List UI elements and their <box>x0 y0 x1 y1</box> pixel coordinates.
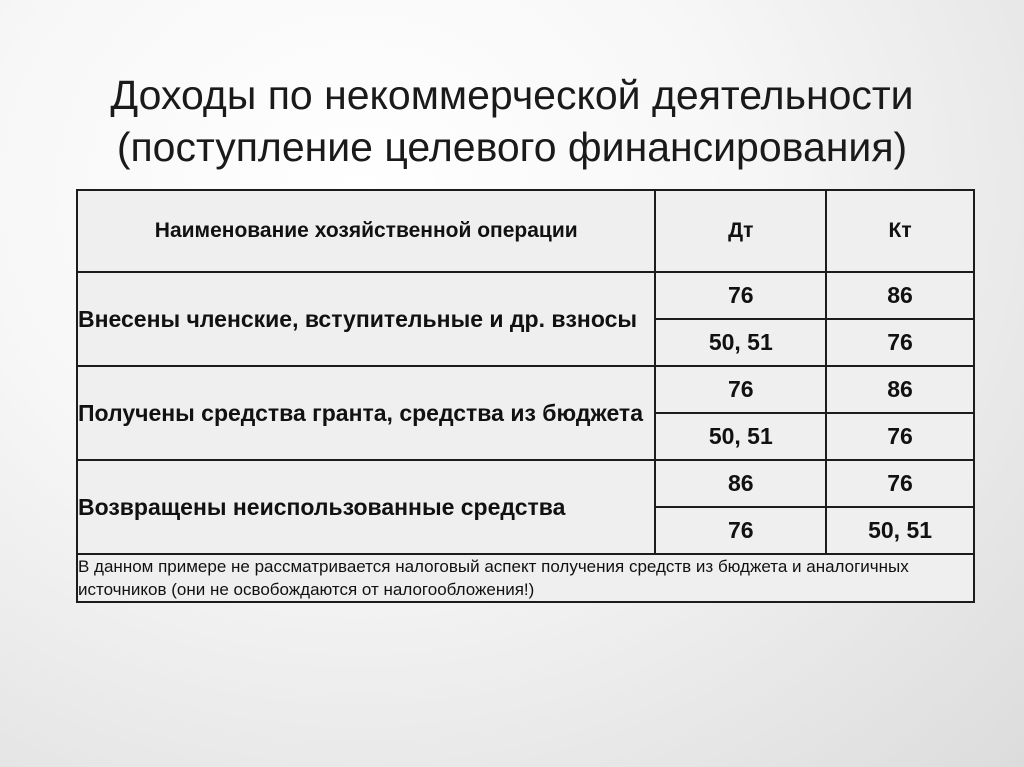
credit-cell: 76 <box>826 319 974 366</box>
credit-cell: 76 <box>826 460 974 507</box>
debit-cell: 50, 51 <box>655 413 826 460</box>
slide-title-line-2: (поступление целевого финансирования) <box>116 124 908 171</box>
header-debit: Дт <box>655 190 826 272</box>
debit-cell: 76 <box>655 366 826 413</box>
credit-cell: 86 <box>826 272 974 319</box>
credit-cell: 50, 51 <box>826 507 974 554</box>
debit-cell: 50, 51 <box>655 319 826 366</box>
debit-cell: 76 <box>655 272 826 319</box>
operation-name: Получены средства гранта, средства из бюджета <box>77 366 655 460</box>
operation-name: Внесены членские, вступительные и др. взносы <box>77 272 655 366</box>
slide-title <box>0 69 1024 173</box>
debit-cell: 76 <box>655 507 826 554</box>
table-row <box>77 366 974 413</box>
table-note-row <box>77 554 974 602</box>
table-row <box>77 272 974 319</box>
table-header-row <box>77 190 974 272</box>
operations-table <box>76 189 975 603</box>
credit-cell: 86 <box>826 366 974 413</box>
operation-name: Возвращены неиспользованные средства <box>77 460 655 554</box>
debit-cell: 86 <box>655 460 826 507</box>
table-note: В данном примере не рассматривается налоговый аспект получения средств из бюджета и аналогичных источников (они не освобождаются от налогообложения!) <box>77 554 974 602</box>
header-operation-name: Наименование хозяйственной операции <box>77 190 655 272</box>
slide-title-line-1: Доходы по некоммерческой деятельности <box>110 72 914 119</box>
header-credit: Кт <box>826 190 974 272</box>
table-row <box>77 460 974 507</box>
credit-cell: 76 <box>826 413 974 460</box>
